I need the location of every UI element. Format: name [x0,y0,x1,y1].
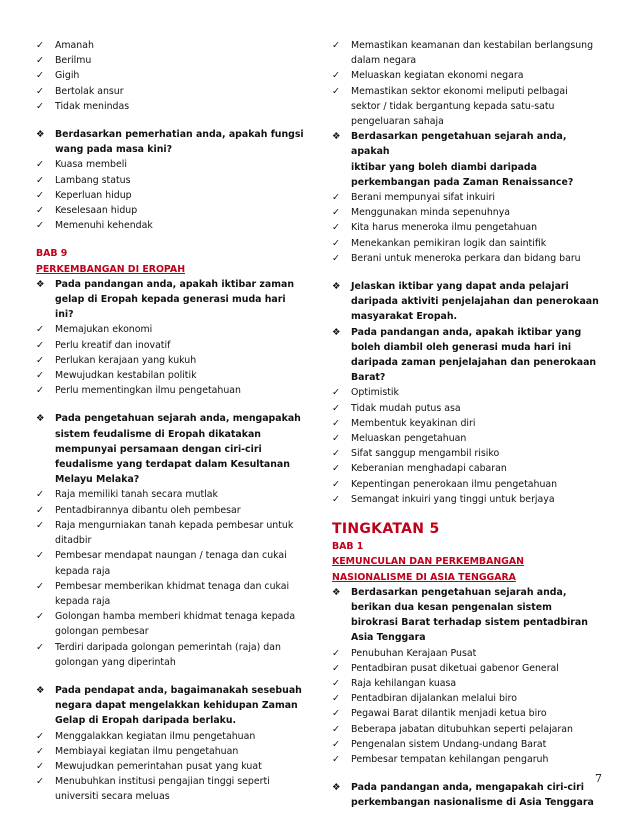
question-text: Pada pandangan anda, apakah iktibar yang [351,326,582,338]
checkmark-icon: ✓ [36,159,44,171]
answer-item [36,99,304,114]
answer-text: Bertolak ansur [55,85,124,97]
answer-text: Menubuhkan institusi pengajian tinggi seperti [55,776,270,788]
diamond-bullet-icon: ❖ [36,278,45,290]
checkmark-icon: ✓ [36,100,44,112]
question-continuation: Asia Tenggara [351,632,426,644]
answer-item [332,251,604,266]
checkmark-icon: ✓ [36,324,44,336]
diamond-bullet-icon: ❖ [332,782,341,794]
question-continuation: boleh diambil oleh generasi muda hari ini [351,341,572,353]
answer-text: Keselesaan hidup [55,205,138,217]
checkmark-icon: ✓ [332,647,340,659]
answer-item [332,236,604,251]
answer-item [332,416,604,431]
checkmark-icon: ✓ [36,370,44,382]
answer-continuation: ditadbir [55,535,92,547]
checkmark-icon: ✓ [332,417,340,429]
checkmark-icon: ✓ [332,693,340,705]
checkmark-icon: ✓ [332,433,340,445]
answer-text: Perlukan kerajaan yang kukuh [55,354,197,366]
question-text: Pada pandangan anda, apakah iktibar zaman [55,278,294,290]
answer-text: Amanah [55,40,94,51]
question-text: Jelaskan iktibar yang dapat anda pelajari [351,281,569,293]
question-text: Pada pengetahuan sejarah anda, mengapakah [55,413,301,425]
answer-item [36,640,304,655]
answer-text: Terdiri daripada golongan pemerintah (raja) dan [55,641,281,653]
answer-text: Membiayai kegiatan ilmu pengetahuan [55,745,239,757]
answer-text: Memastikan keamanan dan kestabilan berlangsung [351,40,594,51]
question-item [332,129,604,159]
answer-item [36,84,304,99]
answer-item [36,548,304,563]
answer-item [36,609,304,624]
checkmark-icon: ✓ [332,207,340,219]
checkmark-icon: ✓ [332,448,340,460]
answer-item [36,368,304,383]
answer-item [332,737,604,752]
diamond-bullet-icon: ❖ [332,281,341,293]
checkmark-icon: ✓ [36,730,44,742]
checkmark-icon: ✓ [332,708,340,720]
answer-item [332,84,604,99]
answer-item [332,722,604,737]
blank-line [36,233,304,246]
checkmark-icon: ✓ [36,504,44,516]
answer-continuation: kepada raja [55,565,111,577]
answer-text: Pembesar mendapat naungan / tenaga dan cukai [55,550,287,562]
blank-line [332,767,604,780]
answer-text: Kepentingan penerokaan ilmu pengetahuan [351,478,558,490]
answer-text: Raja kehilangan kuasa [351,677,457,689]
answer-item [332,401,604,416]
question-continuation: mempunyai persamaan dengan ciri-ciri [55,443,262,455]
diamond-bullet-icon: ❖ [332,131,341,143]
checkmark-icon: ✓ [332,252,340,264]
answer-text: Keperluan hidup [55,189,132,201]
question-continuation: perkembangan nasionalisme di Asia Tenggara [351,797,594,809]
answer-text: Berani mempunyai sifat inkuiri [351,192,495,204]
answer-item [36,774,304,789]
page-number: 7 [595,772,602,785]
answer-item [36,759,304,774]
question-text: Berdasarkan pengetahuan sejarah anda, apakah [351,131,567,158]
question-item [332,780,604,795]
question-item [36,127,304,142]
chapter-heading: BAB 1 [332,541,364,553]
answer-text: Penubuhan Kerajaan Pusat [351,647,477,659]
checkmark-icon: ✓ [332,463,340,475]
question-item [332,325,604,340]
checkmark-icon: ✓ [332,493,340,505]
checkmark-icon: ✓ [36,205,44,217]
answer-item [332,38,604,53]
chapter-title: KEMUNCULAN DAN PERKEMBANGAN [332,556,524,568]
answer-item [36,173,304,188]
answer-item [332,68,604,83]
question-continuation: negara dapat mengelakkan kehidupan Zaman [55,700,298,712]
answer-text: Pembesar memberikan khidmat tenaga dan cukai [55,580,290,592]
checkmark-icon: ✓ [332,222,340,234]
checkmark-icon: ✓ [332,677,340,689]
answer-text: Memastikan sektor ekonomi meliputi pelbagai [351,85,568,97]
answer-item [36,188,304,203]
checkmark-icon: ✓ [332,478,340,490]
answer-item [36,338,304,353]
answer-text: Meluaskan kegiatan ekonomi negara [351,70,524,82]
answer-text: Golongan hamba memberi khidmat tenaga kepada [55,611,296,623]
question-continuation: iktibar yang boleh diambi daripada [351,161,537,173]
answer-text: Kita harus meneroka ilmu pengetahuan [351,222,538,234]
answer-item [332,385,604,400]
checkmark-icon: ✓ [36,220,44,232]
answer-text: Perlu kreatif dan inovatif [55,339,171,351]
answer-text: Perlu mementingkan ilmu pengetahuan [55,385,241,397]
answer-item [36,353,304,368]
question-text: Pada pendapat anda, bagaimanakah sesebuah [55,684,302,696]
answer-item [36,203,304,218]
diamond-bullet-icon: ❖ [36,684,45,696]
answer-item [36,487,304,502]
checkmark-icon: ✓ [36,70,44,82]
answer-item [36,503,304,518]
answer-continuation: kepada raja [55,595,111,607]
answer-text: Tidak menindas [55,100,130,112]
checkmark-icon: ✓ [332,70,340,82]
blank-line [332,507,604,520]
answer-continuation: sektor / tidak bergantung kepada satu-satu [351,100,555,112]
checkmark-icon: ✓ [36,745,44,757]
form-heading: TINGKATAN 5 [332,521,440,538]
answer-text: Beberapa jabatan ditubuhkan seperti pelajaran [351,723,573,735]
answer-item [36,38,304,53]
answer-text: Menggunakan minda sepenuhnya [351,207,511,219]
answer-text: Pengenalan sistem Undang-undang Barat [351,738,547,750]
blank-line [36,670,304,683]
answer-continuation: universiti secara meluas [55,791,170,803]
question-item [332,279,604,294]
chapter-title: PERKEMBANGAN DI EROPAH [36,263,186,275]
answer-item [332,492,604,507]
answer-text: Menggalakkan kegiatan ilmu pengetahuan [55,730,256,742]
question-continuation: birokrasi Barat terhadap sistem pentadbiran [351,617,588,629]
blank-line [36,114,304,127]
question-continuation: daripada aktiviti penjelajahan dan penerokaan [351,296,599,308]
answer-continuation: dalam negara [351,55,417,67]
checkmark-icon: ✓ [36,40,44,51]
question-continuation: Gelap di Eropah daripada berlaku. [55,715,237,727]
checkmark-icon: ✓ [36,580,44,592]
answer-continuation: pengeluaran sahaja [351,116,444,128]
answer-text: Kuasa membeli [55,159,127,171]
answer-item [36,744,304,759]
answer-continuation: golongan yang diperintah [55,656,176,668]
question-item [332,585,604,600]
answer-item [36,68,304,83]
right-column [332,38,604,811]
question-item [36,277,304,292]
answer-text: Berani untuk meneroka perkara dan bidang baru [351,252,581,264]
answer-text: Raja mengurniakan tanah kepada pembesar untuk [55,519,294,531]
answer-text: Menekankan pemikiran logik dan saintifik [351,237,547,249]
checkmark-icon: ✓ [332,402,340,414]
checkmark-icon: ✓ [36,550,44,562]
question-continuation: feudalisme yang terdapat dalam Kesultanan [55,459,290,471]
checkmark-icon: ✓ [36,519,44,531]
checkmark-icon: ✓ [332,387,340,399]
question-continuation: sistem feudalisme di Eropah dikatakan [55,428,261,440]
checkmark-icon: ✓ [36,489,44,501]
checkmark-icon: ✓ [36,174,44,186]
checkmark-icon: ✓ [36,85,44,97]
checkmark-icon: ✓ [36,385,44,397]
answer-item [36,218,304,233]
checkmark-icon: ✓ [332,662,340,674]
checkmark-icon: ✓ [332,85,340,97]
answer-item [332,691,604,706]
question-continuation: Barat? [351,372,386,384]
answer-item [332,205,604,220]
question-item [36,683,304,698]
answer-item [36,383,304,398]
question-continuation: daripada zaman penjelajahan dan penerokaan [351,357,597,369]
answer-item [36,518,304,533]
checkmark-icon: ✓ [36,339,44,351]
answer-item [36,579,304,594]
answer-text: Meluaskan pengetahuan [351,433,467,445]
question-continuation: masyarakat Eropah. [351,311,458,323]
answer-text: Pembesar tempatan kehilangan pengaruh [351,753,549,765]
checkmark-icon: ✓ [332,40,340,51]
answer-text: Optimistik [351,387,399,399]
question-continuation: Melayu Melaka? [55,474,140,486]
answer-text: Pentadbiran dijalankan melalui biro [351,693,517,705]
checkmark-icon: ✓ [36,760,44,772]
question-text: Pada pandangan anda, mengapakah ciri-ciri [351,782,584,794]
question-text: Berdasarkan pengetahuan sejarah anda, [351,586,567,598]
answer-item [332,220,604,235]
answer-text: Lambang status [55,174,131,186]
answer-text: Keberanian menghadapi cabaran [351,463,507,475]
answer-text: Sifat sanggup mengambil risiko [351,448,500,460]
diamond-bullet-icon: ❖ [36,129,45,141]
question-continuation: wang pada masa kini? [55,144,173,156]
answer-item [332,461,604,476]
answer-text: Pegawai Barat dilantik menjadi ketua biro [351,708,547,720]
answer-text: Mewujudkan kestabilan politik [55,370,197,382]
answer-text: Berilmu [55,55,92,67]
answer-item [332,706,604,721]
checkmark-icon: ✓ [36,354,44,366]
answer-text: Semangat inkuiri yang tinggi untuk berjaya [351,493,555,505]
question-continuation: gelap di Eropah kepada generasi muda hari ini? [55,294,286,321]
question-continuation: perkembangan pada Zaman Renaissance? [351,176,574,188]
answer-item [332,661,604,676]
checkmark-icon: ✓ [36,189,44,201]
answer-item [332,646,604,661]
answer-item [332,676,604,691]
left-column [36,38,304,805]
checkmark-icon: ✓ [36,55,44,67]
question-continuation: berikan dua kesan pengenalan sistem [351,601,552,613]
answer-text: Raja memiliki tanah secara mutlak [55,489,218,501]
answer-item [332,431,604,446]
answer-item [36,157,304,172]
answer-item [332,190,604,205]
answer-item [36,53,304,68]
checkmark-icon: ✓ [36,776,44,788]
blank-line [36,398,304,411]
answer-text: Mewujudkan pemerintahan pusat yang kuat [55,760,262,772]
answer-item [36,322,304,337]
checkmark-icon: ✓ [332,753,340,765]
answer-text: Tidak mudah putus asa [351,402,461,414]
diamond-bullet-icon: ❖ [332,586,341,598]
answer-text: Memajukan ekonomi [55,324,153,336]
checkmark-icon: ✓ [332,723,340,735]
answer-text: Pentadbirannya dibantu oleh pembesar [55,504,241,516]
answer-continuation: golongan pembesar [55,626,149,638]
chapter-heading: BAB 9 [36,248,68,260]
checkmark-icon: ✓ [36,641,44,653]
answer-item [332,477,604,492]
answer-item [36,729,304,744]
answer-text: Membentuk keyakinan diri [351,417,476,429]
answer-text: Pentadbiran pusat diketuai gabenor General [351,662,559,674]
answer-text: Memenuhi kehendak [55,220,153,232]
diamond-bullet-icon: ❖ [332,326,341,338]
checkmark-icon: ✓ [332,192,340,204]
blank-line [332,266,604,279]
checkmark-icon: ✓ [36,611,44,623]
answer-item [332,446,604,461]
answer-item [332,752,604,767]
checkmark-icon: ✓ [332,237,340,249]
checkmark-icon: ✓ [332,738,340,750]
question-item [36,411,304,426]
chapter-title: NASIONALISME DI ASIA TENGGARA [332,571,516,583]
answer-text: Gigih [55,70,80,82]
diamond-bullet-icon: ❖ [36,413,45,425]
question-text: Berdasarkan pemerhatian anda, apakah fungsi [55,129,304,141]
